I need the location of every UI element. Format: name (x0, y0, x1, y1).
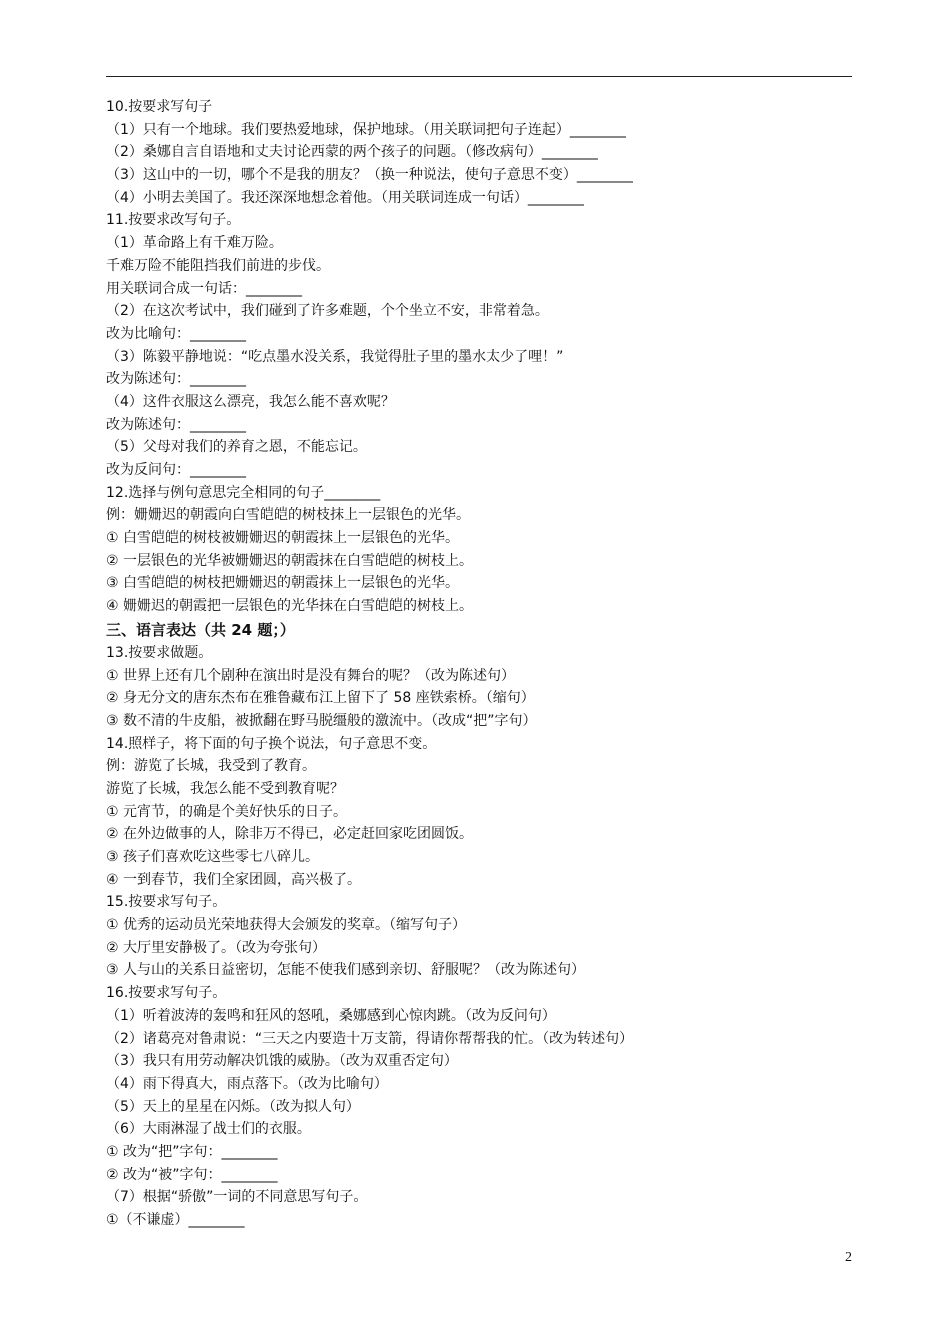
page-number: 2 (845, 1250, 852, 1265)
answer-line: 改为陈述句：________ (106, 371, 246, 388)
question-item: ① 元宵节，的确是个美好快乐的日子。 (106, 803, 347, 820)
question-item: ② 身无分文的唐东杰布在雅鲁藏布江上留下了 58 座铁索桥。（缩句） (106, 690, 535, 707)
question-heading: 16.按要求写句子。 (106, 985, 227, 1002)
question-heading: 13.按要求做题。 (106, 644, 213, 661)
question-item: ③ 数不清的牛皮船，被掀翻在野马脱缰般的激流中。（改成“把”字句） (106, 712, 537, 729)
example-sentence: 游览了长城，我怎么能不受到教育呢？ (106, 780, 344, 797)
answer-line: 改为陈述句：________ (106, 416, 246, 433)
example-sentence: 例：姗姗迟的朝霞向白雪皑皑的树枝抹上一层银色的光华。 (106, 507, 470, 524)
question-item: （1）革命路上有千难万险。 (106, 235, 283, 252)
question-item: （4）小明去美国了。我还深深地想念着他。（用关联词连成一句话）________ (106, 189, 584, 206)
question-item: （5）天上的星星在闪烁。（改为拟人句） (106, 1098, 360, 1115)
answer-line: 用关联词合成一句话：________ (106, 280, 302, 297)
question-item: （2）在这次考试中，我们碰到了许多难题，个个坐立不安，非常着急。 (106, 303, 549, 320)
question-item: ② 大厅里安静极了。（改为夸张句） (106, 939, 327, 956)
question-item: ④ 一到春节，我们全家团圆，高兴极了。 (106, 871, 361, 888)
question-heading: 11.按要求改写句子。 (106, 212, 241, 229)
question-item: （7）根据“骄傲”一词的不同意思写句子。 (106, 1189, 368, 1206)
question-item: （6）大雨淋湿了战士们的衣服。 (106, 1121, 311, 1138)
answer-line: ①（不谦虚）________ (106, 1212, 245, 1228)
question-heading: 14.照样子，将下面的句子换个说法，句子意思不变。 (106, 735, 437, 752)
question-item: （5）父母对我们的养育之恩，不能忘记。 (106, 439, 367, 456)
option-item: ③ 白雪皑皑的树枝把姗姗迟的朝霞抹上一层银色的光华。 (106, 575, 459, 592)
header-rule (106, 76, 852, 77)
question-item: （4）雨下得真大，雨点落下。（改为比喻句） (106, 1075, 388, 1092)
question-item: ③ 人与山的关系日益密切，怎能不使我们感到亲切、舒服呢？（改为陈述句） (106, 962, 585, 979)
question-item: ① 世界上还有几个剧种在演出时是没有舞台的呢？（改为陈述句） (106, 667, 515, 684)
question-item: （4）这件衣服这么漂亮，我怎么能不喜欢呢？ (106, 393, 395, 410)
question-heading: 10.按要求写句子 (106, 99, 213, 115)
answer-line: ② 改为“被”字句：________ (106, 1166, 278, 1183)
option-item: ④ 姗姗迟的朝霞把一层银色的光华抹在白雪皑皑的树枝上。 (106, 598, 473, 615)
question-item: （1）听着波涛的轰鸣和狂风的怒吼，桑娜感到心惊肉跳。（改为反问句） (106, 1007, 556, 1024)
question-item: ① 优秀的运动员光荣地获得大会颁发的奖章。（缩写句子） (106, 917, 466, 934)
question-item: （3）这山中的一切，哪个不是我的朋友？（换一种说法，使句子意思不变）________ (106, 167, 633, 184)
example-sentence: 例：游览了长城，我受到了教育。 (106, 758, 316, 775)
question-heading: 12.选择与例句意思完全相同的句子________ (106, 484, 381, 501)
question-item: （1）只有一个地球。我们要热爱地球，保护地球。（用关联词把句子连起）________ (106, 121, 626, 138)
question-item: 千难万险不能阻挡我们前进的步伐。 (106, 257, 330, 274)
question-item: ③ 孩子们喜欢吃这些零七八碎儿。 (106, 849, 320, 865)
answer-line: 改为反问句：________ (106, 462, 246, 478)
question-item: （3）陈毅平静地说：“吃点墨水没关系，我觉得肚子里的墨水太少了哩！” (106, 348, 564, 365)
option-item: ① 白雪皑皑的树枝被姗姗迟的朝霞抹上一层银色的光华。 (106, 530, 459, 547)
answer-line: 改为比喻句：________ (106, 325, 246, 342)
document-body (106, 96, 852, 1232)
question-heading: 15.按要求写句子。 (106, 894, 227, 911)
question-item: ② 在外边做事的人，除非万不得已，必定赶回家吃团圆饭。 (106, 826, 473, 843)
section-title: 三、语言表达（共 24 题；） (106, 620, 295, 639)
question-item: （2）诸葛亮对鲁肃说：“三天之内要造十万支箭，得请你帮帮我的忙。（改为转述句） (106, 1030, 634, 1047)
option-item: ② 一层银色的光华被姗姗迟的朝霞抹在白雪皑皑的树枝上。 (106, 552, 473, 569)
answer-line: ① 改为“把”字句：________ (106, 1143, 278, 1160)
question-item: （3）我只有用劳动解决饥饿的威胁。（改为双重否定句） (106, 1053, 458, 1070)
question-item: （2）桑娜自言自语地和丈夫讨论西蒙的两个孩子的问题。（修改病句）________ (106, 144, 598, 161)
